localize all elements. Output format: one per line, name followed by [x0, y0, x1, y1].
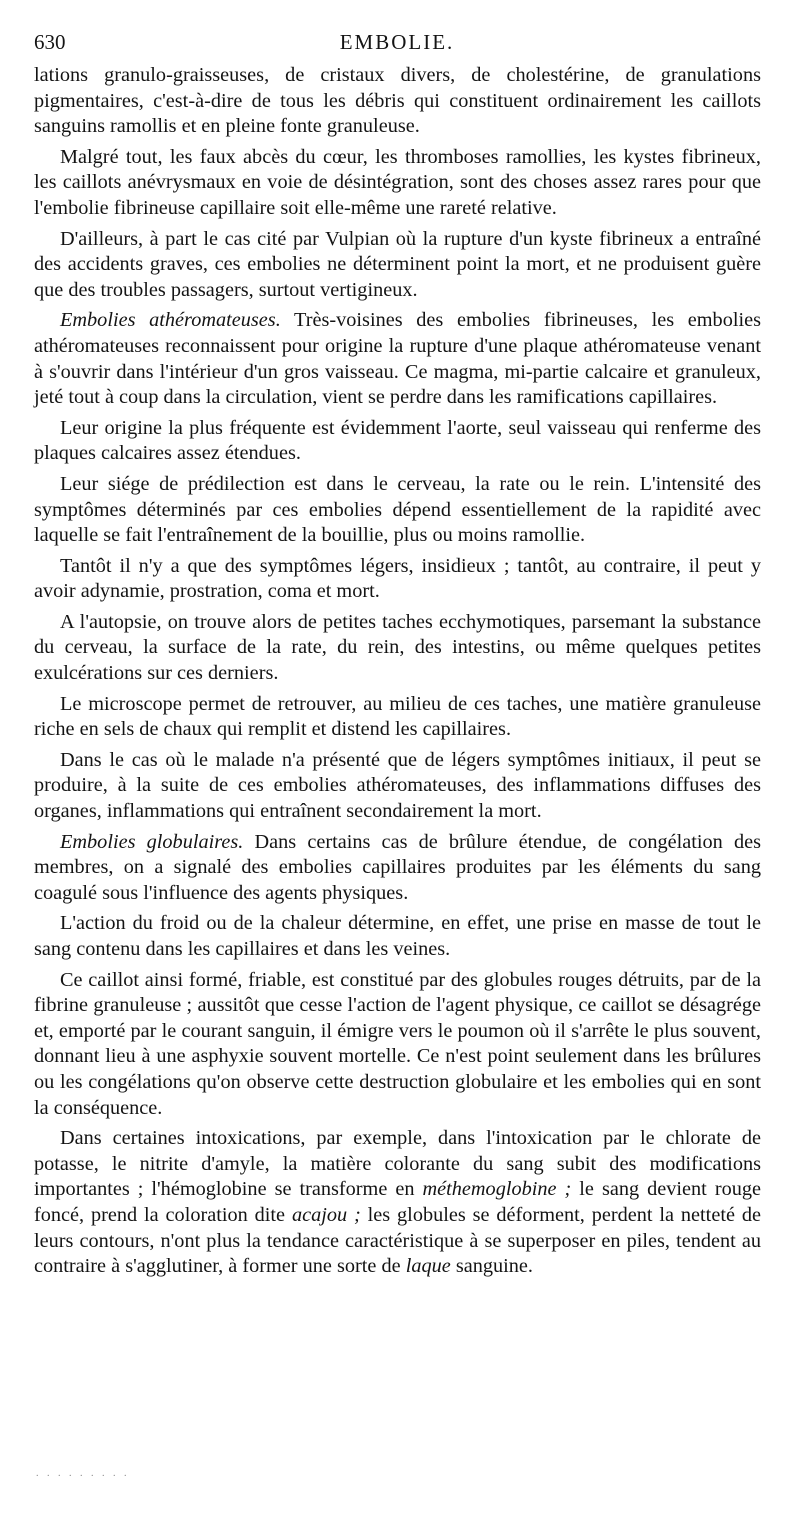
italic-term: acajou ; [291, 1203, 361, 1226]
paragraph: D'ailleurs, à part le cas cité par Vulpian où la rupture d'un kyste fibrineux a entraîné des accidents graves, ces embolies ne déterminent point la mort, et ne produisent guère que des troubles passagers, surtout vertigineux. [34, 227, 761, 301]
page-header [34, 30, 760, 60]
footer-marks: . . . . . . . . . [36, 1468, 130, 1479]
paragraph: Dans certaines intoxications, par exemple, dans l'intoxication par le chlorate de potasse, le nitrite d'amyle, la matière colorante du sang subit des modifications importantes ; l'hémoglobine se transforme en méthemoglobine ; le sang devient rouge foncé, prend la coloration dite acajou ; les globules se déforment, perdent la netteté de leurs contours, n'ont plus la tendance caractéristique à se superposer en piles, tendent au contraire à s'agglutiner, à former une sorte de laque sanguine. [34, 1127, 761, 1278]
italic-term: laque [405, 1255, 451, 1278]
paragraph: Le microscope permet de retrouver, au milieu de ces taches, une matière granuleuse riche en sels de chaux qui remplit et distend les capillaires. [34, 692, 761, 741]
paragraph: Embolies globulaires. Dans certains cas de brûlure étendue, de congélation des membres, on a signalé des embolies capillaires produites par les éléments du sang coagulé sous l'influence des agents physiques. [34, 830, 762, 904]
paragraph: A l'autopsie, on trouve alors de petites taches ecchymotiques, parsemant la substance du cerveau, la surface de la rate, du rein, des intestins, ou même quelques petites exulcérations sur ces derniers. [34, 610, 761, 685]
section-heading: Embolies globulaires. [60, 830, 244, 853]
paragraph: L'action du froid ou de la chaleur détermine, en effet, une prise en masse de tout le sang contenu dans les capillaires et dans les veines. [34, 912, 761, 960]
page-number: 630 [34, 30, 66, 54]
paragraph: Dans le cas où le malade n'a présenté que de légers symptômes initiaux, il peut se produire, à la suite de ces embolies athéromateuses, des inflammations diffuses des organes, inflammations qui entraînent secondairement la mort. [34, 748, 761, 823]
paragraph: Embolies athéromateuses. Très-voisines des embolies fibrineuses, les embolies athéromateuses reconnaissent pour origine la rupture d'une plaque athéromateuse venant à s'ouvrir dans l'intérieur d'un gros vaisseau. Ce magma, mi-partie calcaire et granuleux, jeté tout à coup dans la circulation, vient se perdre dans les ramifications capillaires. [34, 309, 761, 409]
paragraph: Ce caillot ainsi formé, friable, est constitué par des globules rouges détruits, par de la fibrine granuleuse ; aussitôt que cesse l'action de l'agent physique, ce caillot se désagrége et, emporté par le courant sanguin, il émigre vers le poumon où il s'arrête le plus souvent, donnant lieu à une asphyxie souvent mortelle. Ce n'est point seulement dans les brûlures ou les congélations qu'on observe cette destruction globulaire et les embolies qui en sont la conséquence. [34, 968, 761, 1119]
paragraph: Leur siége de prédilection est dans le cerveau, la rate ou le rein. L'intensité des symptômes déterminés par ces embolies dépend essentiellement de la rapidité avec laquelle se fait l'entraînement de la bouillie, plus ou moins ramollie. [34, 472, 761, 547]
paragraph: Malgré tout, les faux abcès du cœur, les thromboses ramollies, les kystes fibrineux, les caillots anévrysmaux en voie de désintégration, sont des choses assez rares pour que l'embolie fibrineuse capillaire soit elle-même une rareté relative. [34, 145, 761, 219]
body-text [34, 63, 761, 1280]
paragraph: Tantôt il n'y a que des symptômes légers, insidieux ; tantôt, au contraire, il peut y avoir adynamie, prostration, coma et mort. [34, 554, 761, 603]
italic-term: méthemoglobine ; [422, 1178, 572, 1201]
section-heading: Embolies athéromateuses. [60, 309, 281, 332]
paragraph: Leur origine la plus fréquente est évidemment l'aorte, seul vaisseau qui renferme des plaques calcaires assez étendues. [34, 416, 761, 465]
running-title: EMBOLIE. [339, 30, 455, 54]
paragraph: lations granulo-graisseuses, de cristaux divers, de cholestérine, de granulations pigmentaires, c'est-à-dire de tous les débris qui constituent ordinairement les caillots sanguins ramollis et en pleine fonte granuleuse. [34, 64, 761, 138]
